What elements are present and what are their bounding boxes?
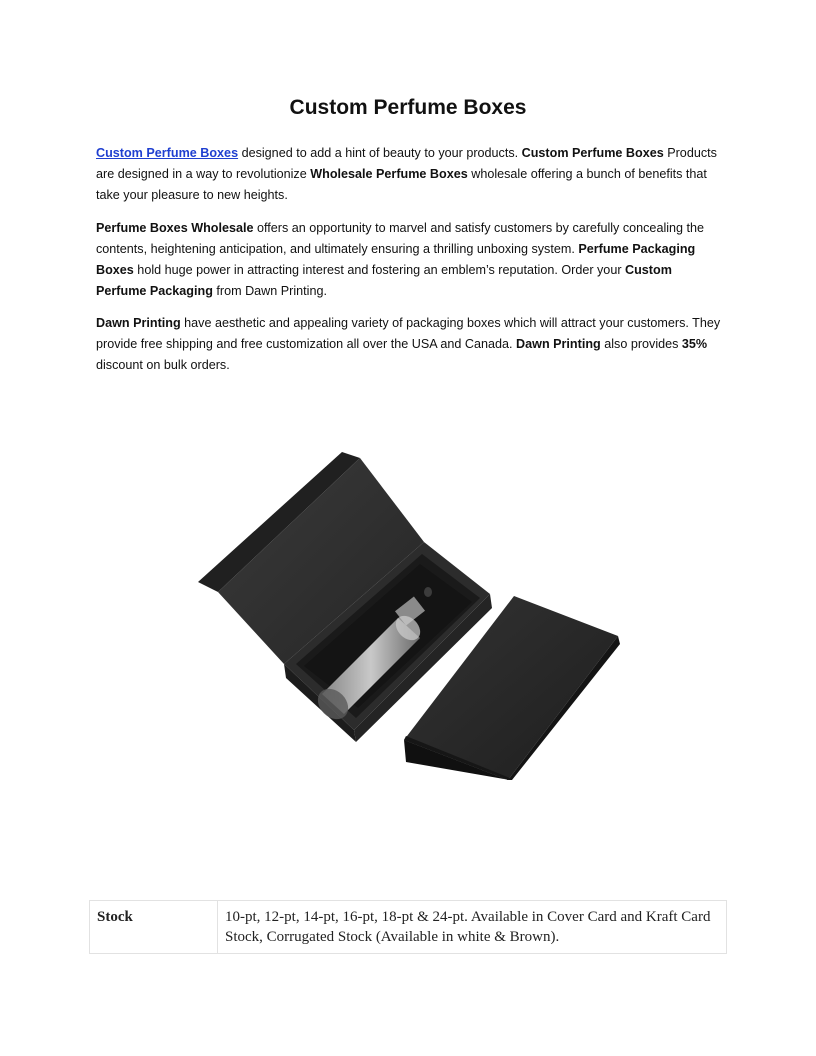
p2-text-2: hold huge power in attracting interest and fostering an emblem’s reputation. Order your: [133, 263, 626, 277]
spec-label: Stock: [90, 901, 218, 954]
spec-table: [89, 900, 727, 954]
spec-value: 10-pt, 12-pt, 14-pt, 16-pt, 18-pt & 24-pt. Available in Cover Card and Kraft Card Stock, Corrugated Stock (Available in white & Brown).: [218, 901, 727, 954]
p3-text-2: also provides: [600, 337, 682, 351]
p2-bold-2: Perfume Packaging Boxes: [96, 242, 696, 277]
p2-bold-3: Custom Perfume Packaging: [96, 263, 672, 298]
p1-text-1: designed to add a hint of beauty to your products.: [238, 146, 522, 160]
p1-bold-2: Wholesale Perfume Boxes: [310, 167, 468, 181]
p2-text-1: offers an opportunity to marvel and satisfy customers by carefully concealing the contents, heightening anticipation, and ultimately ensuring a thrilling unboxing system.: [96, 221, 705, 256]
p2-bold-1: Perfume Boxes Wholesale: [96, 221, 254, 235]
p1-text-2: Products are designed in a way to revolutionize: [96, 146, 717, 181]
p3-bold-1: Dawn Printing: [96, 316, 181, 330]
p2-text-3: from Dawn Printing.: [212, 284, 327, 298]
p3-bold-2: Dawn Printing: [516, 337, 601, 351]
p1-bold-1: Custom Perfume Boxes: [521, 146, 664, 160]
bottle-cap: [419, 581, 445, 607]
p3-text-3: discount on bulk orders.: [96, 358, 230, 372]
custom-perfume-boxes-link[interactable]: Custom Perfume Boxes: [96, 146, 239, 160]
dawn-printing-paragraph: [96, 313, 722, 376]
perfume-box-product-image: [192, 446, 624, 780]
table-row: [90, 901, 727, 954]
p1-text-3: wholesale offering a bunch of benefits that take your pleasure to new heights.: [96, 167, 707, 202]
page-title: Custom Perfume Boxes: [289, 96, 527, 119]
p3-bold-3: 35%: [681, 337, 708, 351]
wholesale-paragraph: [96, 218, 722, 302]
p3-text-1: have aesthetic and appealing variety of packaging boxes which will attract your customers. They provide free shipping and free customization all over the USA and Canada.: [96, 316, 721, 351]
intro-paragraph: [96, 143, 722, 206]
